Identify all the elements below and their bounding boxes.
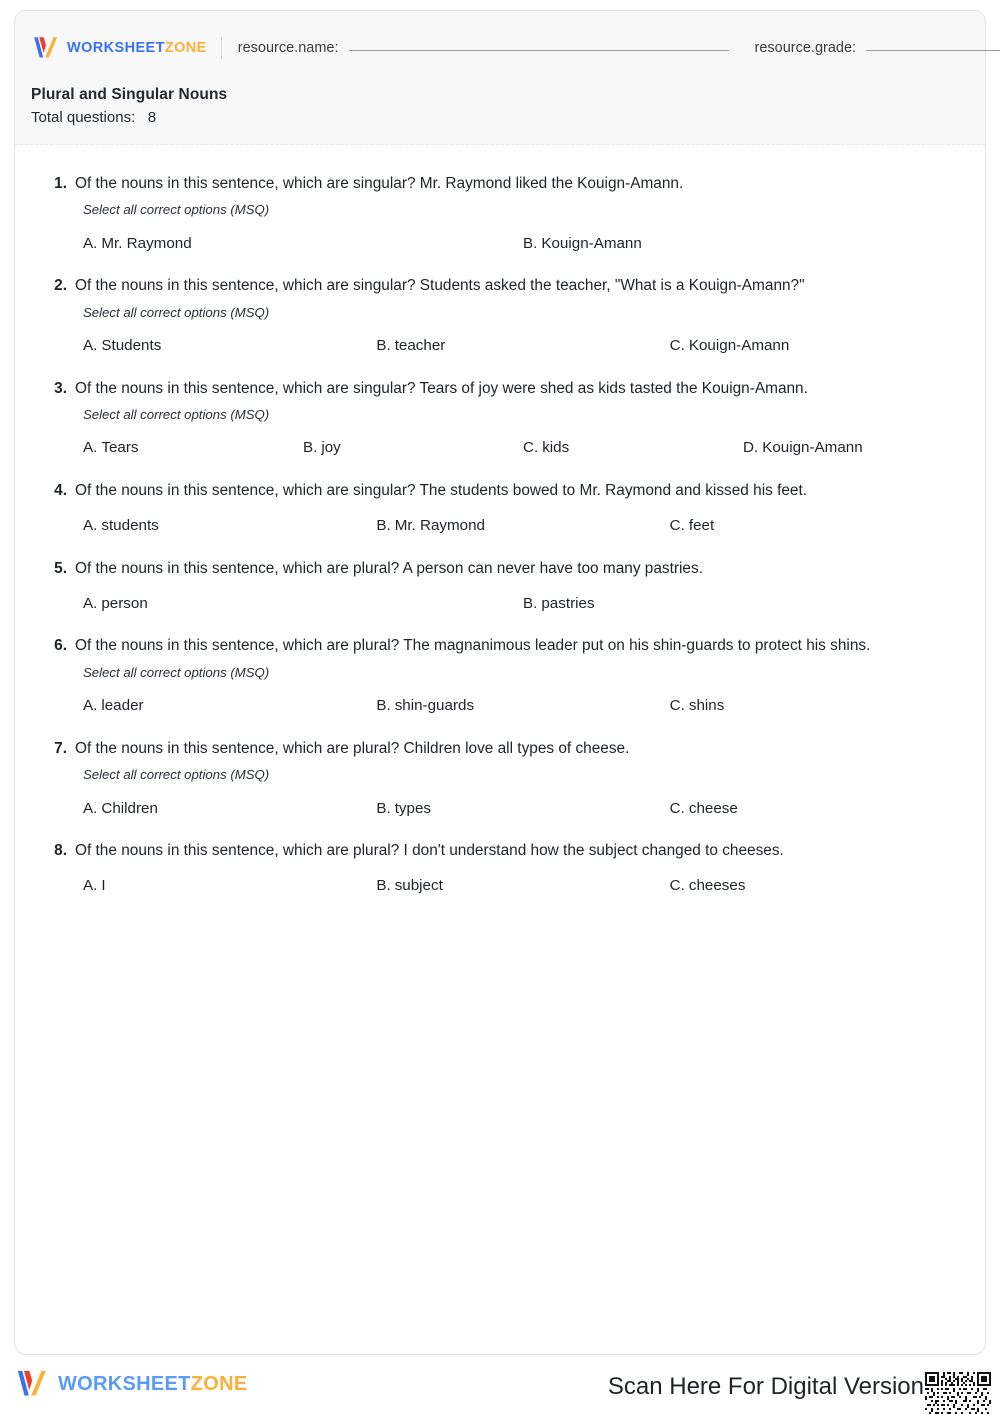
answer-option[interactable] xyxy=(376,515,669,536)
question-hint: Select all correct options (MSQ) xyxy=(83,767,270,783)
header-row xyxy=(31,33,985,63)
option-row xyxy=(83,798,963,819)
logo-word-zone: ZONE xyxy=(164,39,207,56)
option-letter: A. xyxy=(83,877,98,895)
answer-option[interactable] xyxy=(303,437,523,458)
answer-option[interactable] xyxy=(83,593,523,614)
option-letter: A. xyxy=(83,337,98,355)
option-letter: C. xyxy=(669,799,685,817)
option-letter: B. xyxy=(303,439,318,457)
answer-option[interactable] xyxy=(83,875,376,896)
question-item xyxy=(49,173,953,254)
question-head xyxy=(49,173,953,195)
question-item xyxy=(49,635,953,716)
option-letter: B. xyxy=(376,517,391,535)
question-number: 7. xyxy=(54,739,67,757)
option-label: subject xyxy=(394,877,443,895)
option-row xyxy=(83,593,963,614)
questions-list xyxy=(15,145,985,897)
resource-grade-field[interactable] xyxy=(755,40,1000,56)
answer-option[interactable] xyxy=(376,875,669,896)
option-label: feet xyxy=(688,517,715,535)
scan-here-text: Scan Here For Digital Version xyxy=(607,1373,924,1400)
option-letter: A. xyxy=(83,234,98,252)
logo-word-worksheet: WORKSHEET xyxy=(67,39,165,56)
question-head xyxy=(49,558,953,580)
header-logo xyxy=(31,35,207,61)
question-number: 1. xyxy=(54,175,67,192)
question-hint: Select all correct options (MSQ) xyxy=(83,664,270,680)
answer-option[interactable] xyxy=(523,233,963,254)
option-row xyxy=(83,695,963,716)
option-row xyxy=(83,335,963,356)
option-letter: B. xyxy=(523,234,538,252)
option-letter: C. xyxy=(523,439,539,457)
option-row xyxy=(83,515,963,536)
option-label: I xyxy=(101,877,106,895)
option-letter: B. xyxy=(376,799,391,817)
option-letter: A. xyxy=(83,799,98,817)
option-letter: A. xyxy=(83,517,98,535)
answer-option[interactable] xyxy=(670,875,963,896)
option-letter: B. xyxy=(376,697,391,715)
option-label: person xyxy=(101,595,148,612)
title-block xyxy=(31,83,227,130)
question-text: Of the nouns in this sentence, which are singular? Tears of joy were shed as kids tasted the Kouign-Amann. xyxy=(75,379,808,397)
question-hint: Select all correct options (MSQ) xyxy=(83,406,270,422)
answer-option[interactable] xyxy=(670,798,963,819)
option-label: teacher xyxy=(394,337,446,355)
option-label: joy xyxy=(321,439,341,457)
question-text: Of the nouns in this sentence, which are plural? The magnanimous leader put on his shin-guards to protect his shins. xyxy=(75,637,871,655)
option-letter: B. xyxy=(376,337,391,355)
option-label: Kouign-Amann xyxy=(688,337,790,355)
option-label: cheeses xyxy=(688,877,746,895)
answer-option[interactable] xyxy=(376,335,669,356)
question-item xyxy=(49,378,953,459)
question-item xyxy=(49,840,953,897)
option-row xyxy=(83,437,963,458)
question-head xyxy=(49,275,953,297)
option-letter: C. xyxy=(669,877,685,895)
option-label: Kouign-Amann xyxy=(762,439,863,457)
option-letter: A. xyxy=(83,697,98,715)
header-divider xyxy=(221,37,222,59)
option-label: Kouign-Amann xyxy=(541,234,642,252)
question-text: Of the nouns in this sentence, which are singular? Mr. Raymond liked the Kouign-Amann. xyxy=(75,175,684,192)
option-label: leader xyxy=(101,697,144,715)
answer-option[interactable] xyxy=(376,695,669,716)
option-letter: B. xyxy=(523,595,538,612)
option-letter: A. xyxy=(83,595,98,612)
question-head xyxy=(49,840,953,862)
question-hint: Select all correct options (MSQ) xyxy=(83,304,270,320)
resource-name-label: resource.name: xyxy=(237,40,339,56)
question-text: Of the nouns in this sentence, which are plural? I don't understand how the subject changed to cheeses. xyxy=(75,841,784,859)
question-hint: Select all correct options (MSQ) xyxy=(83,202,270,218)
question-item xyxy=(49,480,953,537)
page-title: Plural and Singular Nouns xyxy=(31,86,228,103)
answer-option[interactable] xyxy=(523,437,743,458)
option-label: Mr. Raymond xyxy=(101,234,192,252)
option-letter: A. xyxy=(83,439,98,457)
answer-option[interactable] xyxy=(83,695,376,716)
option-label: pastries xyxy=(541,595,595,612)
question-head xyxy=(49,635,953,657)
option-label: Tears xyxy=(101,439,139,457)
question-number: 8. xyxy=(54,841,67,859)
option-label: cheese xyxy=(688,799,738,817)
option-letter: C. xyxy=(669,337,685,355)
question-text: Of the nouns in this sentence, which are singular? Students asked the teacher, "What is a Kouign-Amann?" xyxy=(75,277,805,295)
option-row xyxy=(83,233,963,254)
answer-option[interactable] xyxy=(83,335,376,356)
option-letter: B. xyxy=(376,877,391,895)
answer-option[interactable] xyxy=(743,437,963,458)
resource-grade-rule xyxy=(866,50,1000,51)
resource-name-field[interactable] xyxy=(238,40,729,56)
footer-logo-wordmark xyxy=(58,1374,247,1394)
option-label: Mr. Raymond xyxy=(394,517,485,535)
option-letter: C. xyxy=(669,697,685,715)
total-questions: Total questions: 8 xyxy=(31,109,157,127)
question-number: 2. xyxy=(54,277,67,295)
question-number: 3. xyxy=(54,379,67,397)
question-head xyxy=(49,738,953,760)
question-text: Of the nouns in this sentence, which are plural? Children love all types of cheese. xyxy=(75,739,630,757)
option-label: shins xyxy=(688,697,725,715)
header-logo-wordmark xyxy=(67,41,207,56)
answer-option[interactable] xyxy=(670,335,963,356)
worksheetzone-w-logo-icon xyxy=(14,1368,48,1400)
answer-option[interactable] xyxy=(670,515,963,536)
question-number: 5. xyxy=(54,559,67,577)
answer-option[interactable] xyxy=(523,593,963,614)
option-label: types xyxy=(394,799,431,817)
footer-logo-word-worksheet: WORKSHEET xyxy=(58,1373,191,1395)
answer-option[interactable] xyxy=(670,695,963,716)
answer-option[interactable] xyxy=(83,437,303,458)
resource-name-rule xyxy=(349,50,729,51)
option-letter: C. xyxy=(669,517,685,535)
question-item xyxy=(49,558,953,615)
answer-option[interactable] xyxy=(83,233,523,254)
question-number: 4. xyxy=(54,481,67,499)
question-text: Of the nouns in this sentence, which are plural? A person can never have too many pastries. xyxy=(75,559,703,577)
option-label: shin-guards xyxy=(394,697,475,715)
option-letter: D. xyxy=(743,439,759,457)
worksheetzone-w-logo-icon xyxy=(31,35,59,61)
question-head xyxy=(49,378,953,400)
question-head xyxy=(49,480,953,502)
option-row xyxy=(83,875,963,896)
qr-code-icon[interactable] xyxy=(925,1372,991,1414)
question-number: 6. xyxy=(54,637,67,655)
question-item xyxy=(49,738,953,819)
footer-logo-word-zone: ZONE xyxy=(190,1373,248,1395)
option-label: Children xyxy=(101,799,158,817)
answer-option[interactable] xyxy=(83,798,376,819)
answer-option[interactable] xyxy=(83,515,376,536)
sheet-header xyxy=(15,11,985,145)
question-item xyxy=(49,275,953,356)
resource-grade-label: resource.grade: xyxy=(754,40,857,56)
footer-logo xyxy=(14,1368,247,1400)
page-footer xyxy=(0,1364,1000,1414)
option-label: students xyxy=(101,517,159,535)
answer-option[interactable] xyxy=(376,798,669,819)
option-label: Students xyxy=(101,337,162,355)
worksheet-sheet xyxy=(14,10,986,1355)
question-text: Of the nouns in this sentence, which are singular? The students bowed to Mr. Raymond and kissed his feet. xyxy=(75,481,808,499)
option-label: kids xyxy=(542,439,570,457)
